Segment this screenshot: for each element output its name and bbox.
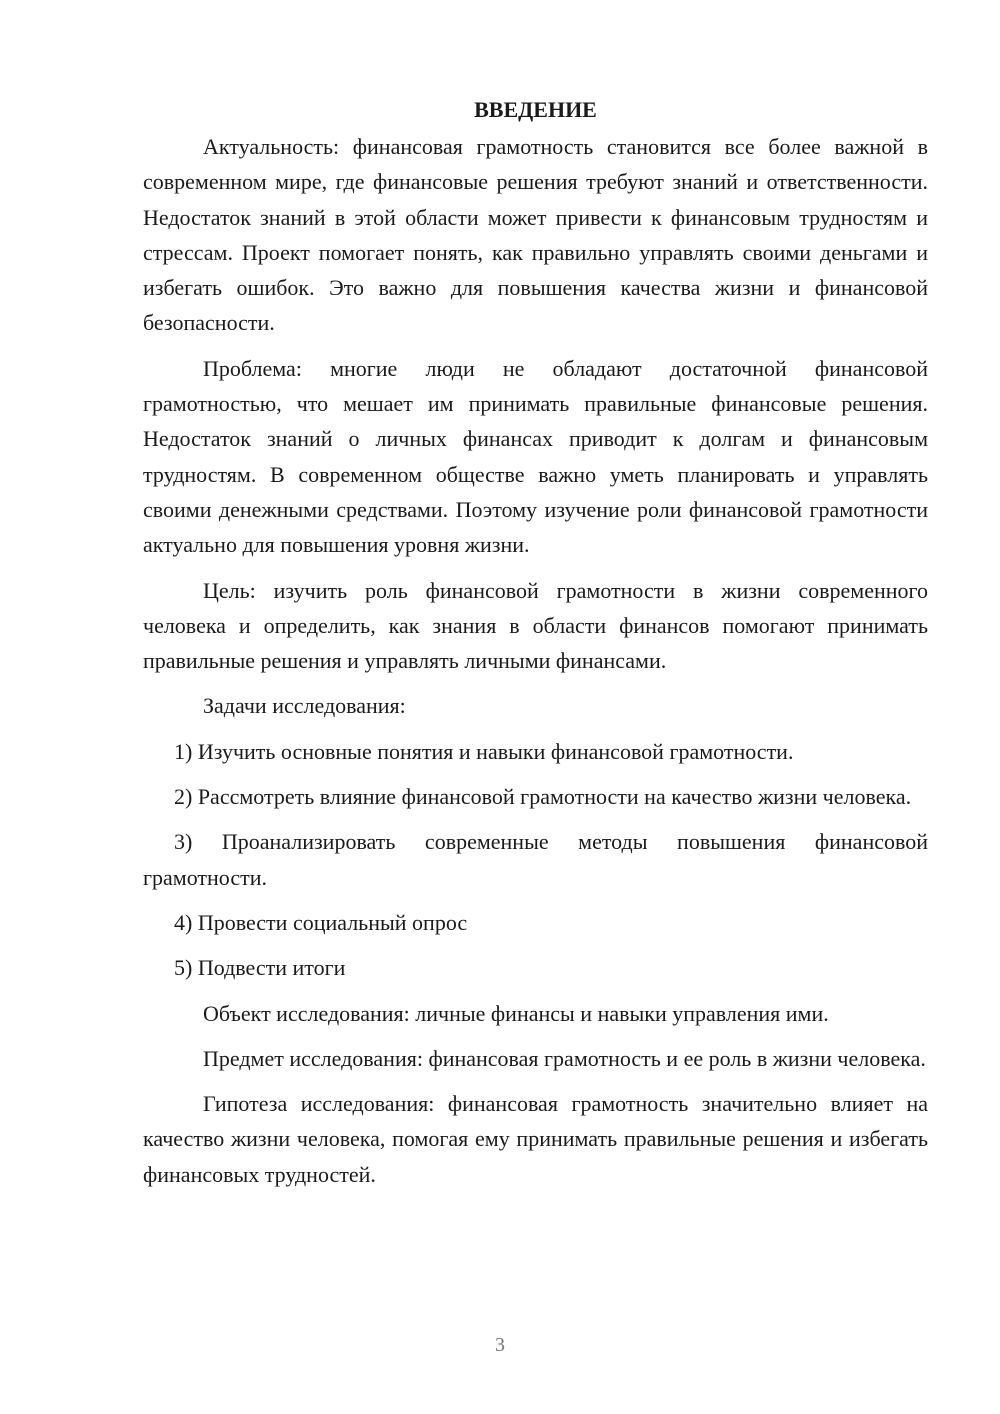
- task-item-4: 4) Провести социальный опрос: [174, 909, 468, 935]
- task-item-5: 5) Подвести итоги: [174, 955, 346, 981]
- paragraph-subject: Предмет исследования: финансовая грамотность и ее роль в жизни человека.: [203, 1045, 926, 1071]
- task-item-1: 1) Изучить основные понятия и навыки финансовой грамотности.: [174, 738, 794, 764]
- tasks-heading: Задачи исследования:: [203, 693, 406, 719]
- paragraph-relevance: Актуальность: финансовая грамотность становится все более важной в современном мире, где финансовые решения требуют знаний и ответственности. Недостаток знаний в этой области может привести к финансовым трудностям и стрессам. Проект помогает понять, как правильно управлять своими деньгами и избегать ошибок. Это важно для повышения качества жизни и финансовой безопасности.: [143, 134, 928, 336]
- section-title: ВВЕДЕНИЕ: [474, 97, 597, 122]
- paragraph-object: Объект исследования: личные финансы и навыки управления ими.: [203, 1000, 829, 1026]
- paragraph-hypothesis: Гипотеза исследования: финансовая грамотность значительно влияет на качество жизни человека, помогая ему принимать правильные решения и избегать финансовых трудностей.: [143, 1091, 928, 1187]
- task-item-2: 2) Рассмотреть влияние финансовой грамотности на качество жизни человека.: [174, 784, 912, 810]
- document-page: [143, 92, 928, 1202]
- task-item-3: 3) Проанализировать современные методы повышения финансовой грамотности.: [143, 829, 928, 890]
- page-number: 3: [495, 1334, 505, 1356]
- paragraph-goal: Цель: изучить роль финансовой грамотности в жизни современного человека и определить, как знания в области финансов помогают принимать правильные решения и управлять личными финансами.: [143, 577, 928, 674]
- paragraph-problem: Проблема: многие люди не обладают достаточной финансовой грамотностью, что мешает им принимать правильные финансовые решения. Недостаток знаний о личных финансах приводит к долгам и финансовым трудностям. В современном обществе важно уметь планировать и управлять своими денежными средствами. Поэтому изучение роли финансовой грамотности актуально для повышения уровня жизни.: [143, 355, 928, 558]
